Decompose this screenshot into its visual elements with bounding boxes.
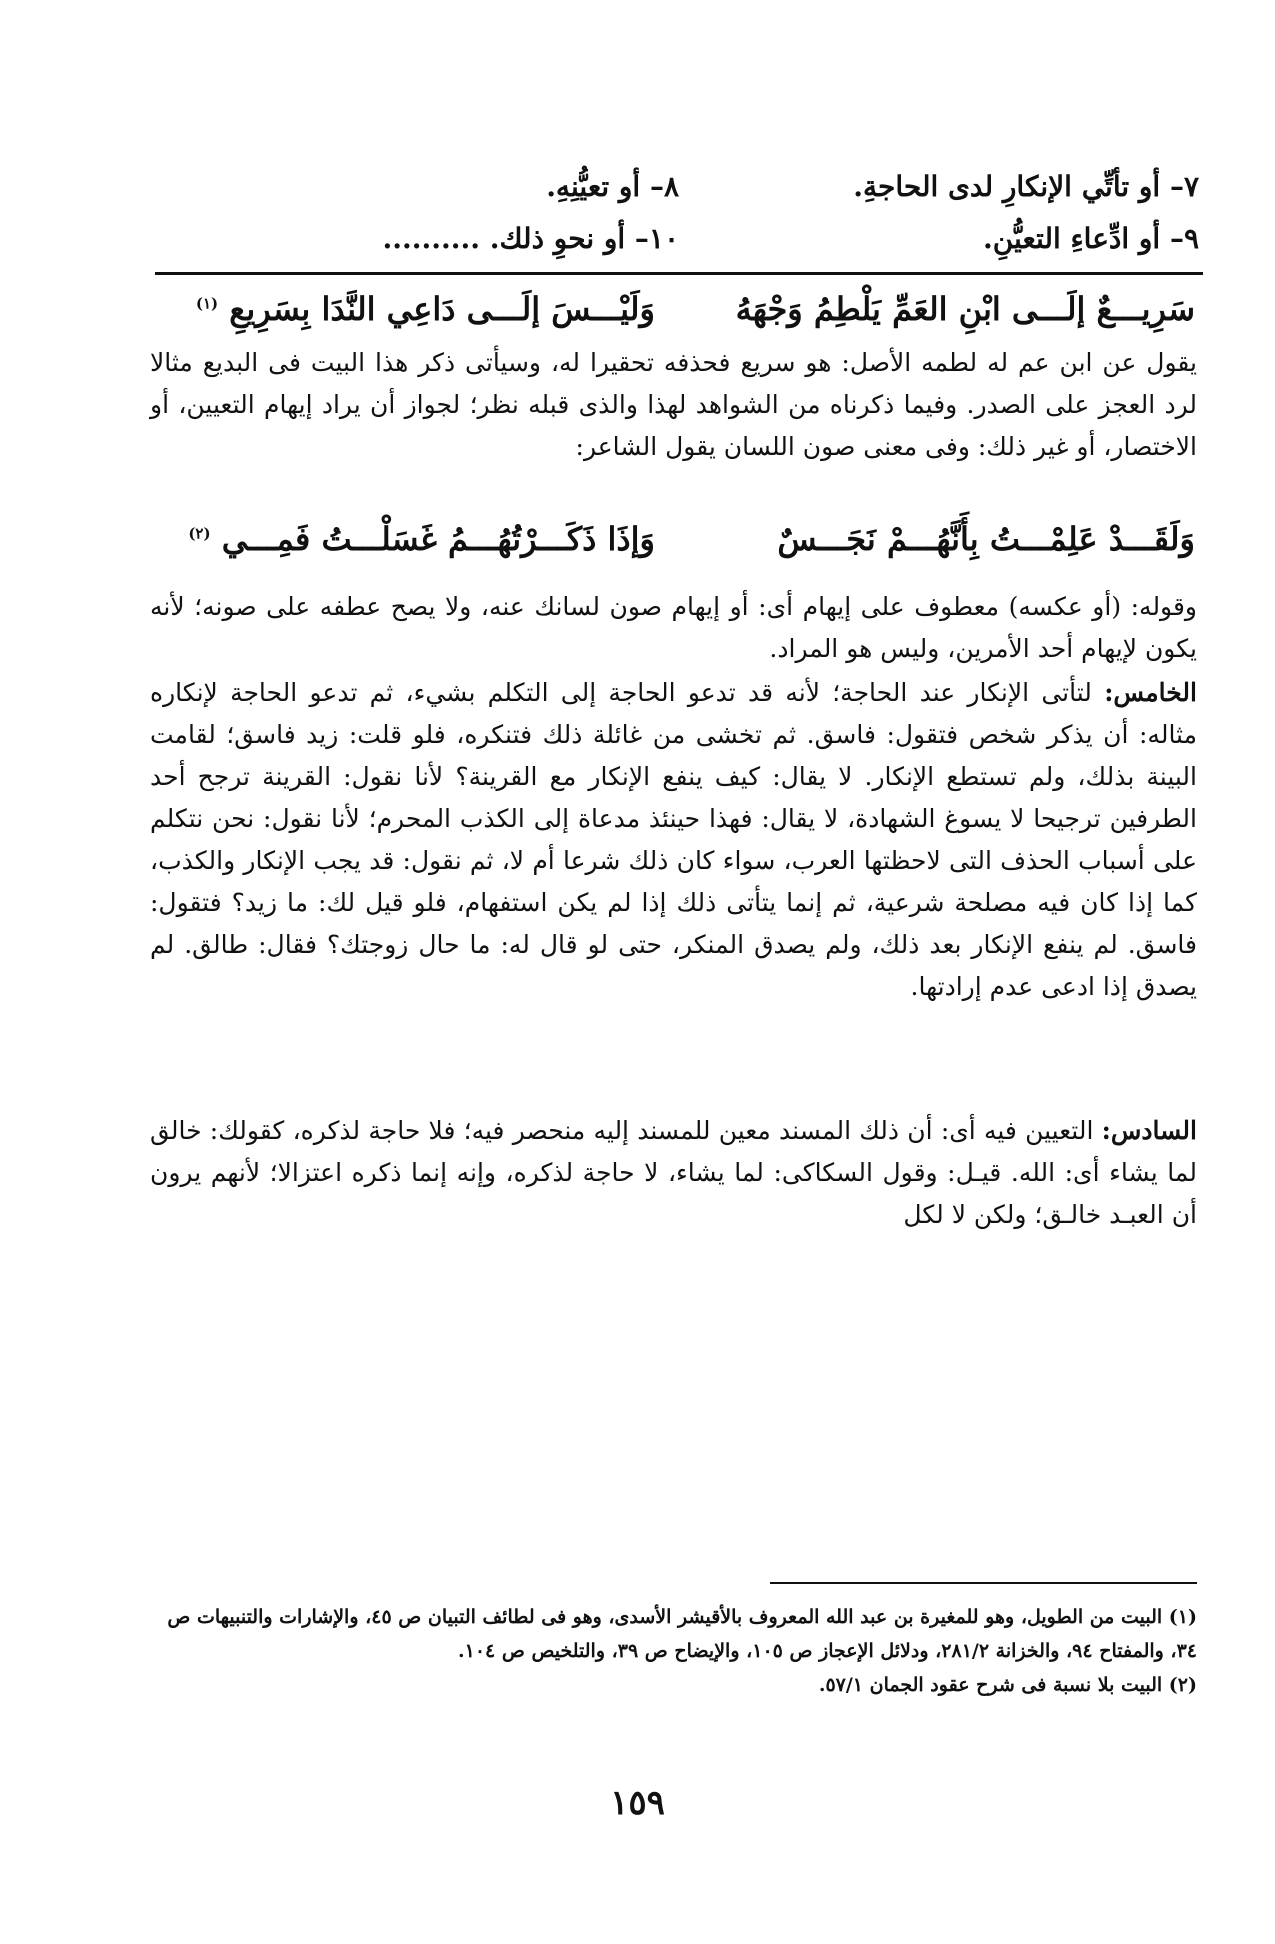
verse-2-hemistich-1: وَلَقَـــدْ عَلِمْـــتُ بِأَنَّهُـــمْ نَجَـــسٌ	[777, 520, 1195, 558]
paragraph-3	[150, 672, 1197, 1008]
header-divider	[155, 272, 1203, 275]
list-item-9: ٩– أو ادِّعاءِ التعيُّنِ.	[982, 222, 1199, 255]
paragraph-2: وقوله: (أو عكسه) معطوف على إيهام أى: أو إيهام صون لسانك عنه، ولا يصح عطفه على صونه؛ لأنه يكون لإيهام أحد الأمرين، وليس هو المراد.	[150, 592, 1197, 663]
paragraph-3-text: لتأتى الإنكار عند الحاجة؛ لأنه قد تدعو الحاجة إلى التكلم بشيء، ثم تدعو الحاجة لإنكاره مثاله: أن يذكر شخص فتقول: فاسق. ثم تخشى من غائلة ذلك فتنكره، فلو قلت: زيد فاسق؛ لقامت البينة بذلك، ولم تستطع الإنكار. لا يقال: كيف ينفع الإنكار مع القرينة؟ لأنا نقول: القرينة ترجح أحد الطرفين ترجيحا لا يسوغ الشهادة، لا يقال: فهذا حينئذ مدعاة إلى الكذب المحرم؛ لأنا نقول: نحن نتكلم على أسباب الحذف التى لاحظتها العرب، سواء كان ذلك شرعا أم لا، ثم نقول: قد يجب الإنكار والكذب، كما إذا كان فيه مصلحة شرعية، ثم إنما يتأتى ذلك إذا لم يكن استفهام، فلو قيل لك: ما زيد؟ فتقول: فاسق. لم ينفع الإنكار بعد ذلك، ولم يصدق المنكر، حتى لو قال له: ما حال زوجتك؟ فقال: طالق. لم يصدق إذا ادعى عدم إرادتها.	[150, 678, 1197, 1001]
list-row-1	[150, 170, 1199, 210]
list-item-10: ١٠– أو نحوِ ذلك. ..........	[382, 222, 679, 255]
footnote-2: (٢) البيت بلا نسبة فى شرح عقود الجمان ٥٧/١.	[818, 1674, 1197, 1696]
list-item-7: ٧– أو تأتِّي الإنكارِ لدى الحاجةِ.	[853, 170, 1199, 203]
footnote-mark-1: (١)	[195, 294, 219, 313]
list-item-8: ٨– أو تعيُّنِهِ.	[546, 170, 679, 203]
footnotes	[150, 1600, 1197, 1702]
list-row-2	[150, 222, 1199, 262]
paragraph-3-lead: الخامس:	[1104, 678, 1197, 707]
footnote-1: (١) البيت من الطويل، وهو للمغيرة بن عبد الله المعروف بالأقيشر الأسدى، وهو فى لطائف التبيان ص ٤٥، والإشارات والتنبيهات ص ٣٤، والمفتاح ٩٤، والخزانة ٢٨١/٢، ودلائل الإعجاز ص ١٠٥، والإيضاح ص ٣٩، والتلخيص ص ١٠٤.	[167, 1606, 1197, 1662]
footnote-divider	[770, 1582, 1197, 1584]
verse-1-hemistich-2: وَلَيْـــسَ إلَـــى دَاعِي النَّدَا بِسَرِيعِ $^{(١)}$	[195, 290, 655, 328]
paragraph-1: يقول عن ابن عم له لطمه الأصل: هو سريع فحذفه تحقيرا له، وسيأتى ذكر هذا البيت فى البديع مثالا لرد العجز على الصدر. وفيما ذكرناه من الشواهد لهذا والذى قبله نظر؛ لجواز أن يراد إيهام التعيين، أو الاختصار، أو غير ذلك: وفى معنى صون اللسان يقول الشاعر:	[150, 348, 1197, 461]
footnote-mark-2: (٢)	[188, 524, 211, 543]
page-number: ١٥٩	[610, 1783, 665, 1823]
verse-2-hemistich-2: وَإذَا ذَكَـــرْتُهُـــمُ غَسَلْـــتُ فَمِـــي $^{(٢)}$	[188, 520, 655, 558]
paragraph-4	[150, 1110, 1197, 1236]
paragraph-4-lead: السادس:	[1101, 1116, 1197, 1145]
verse-1-hemistich-1: سَرِيـــعٌ إلَـــى ابْنِ العَمِّ يَلْطِمُ وَجْهَهُ	[735, 290, 1195, 328]
verse-1	[150, 290, 1195, 342]
verse-2	[150, 520, 1195, 572]
paragraph-4-text: التعيين فيه أى: أن ذلك المسند معين للمسند إليه منحصر فيه؛ فلا حاجة لذكره، كقولك: خالق لما يشاء أى: الله. قيـل: وقول السكاكى: لما يشاء، لا حاجة لذكره، وإنه إنما ذكره اعتزالا؛ لأنهم يرون أن العبـد خالـق؛ ولكن لا لكل	[150, 1116, 1197, 1229]
